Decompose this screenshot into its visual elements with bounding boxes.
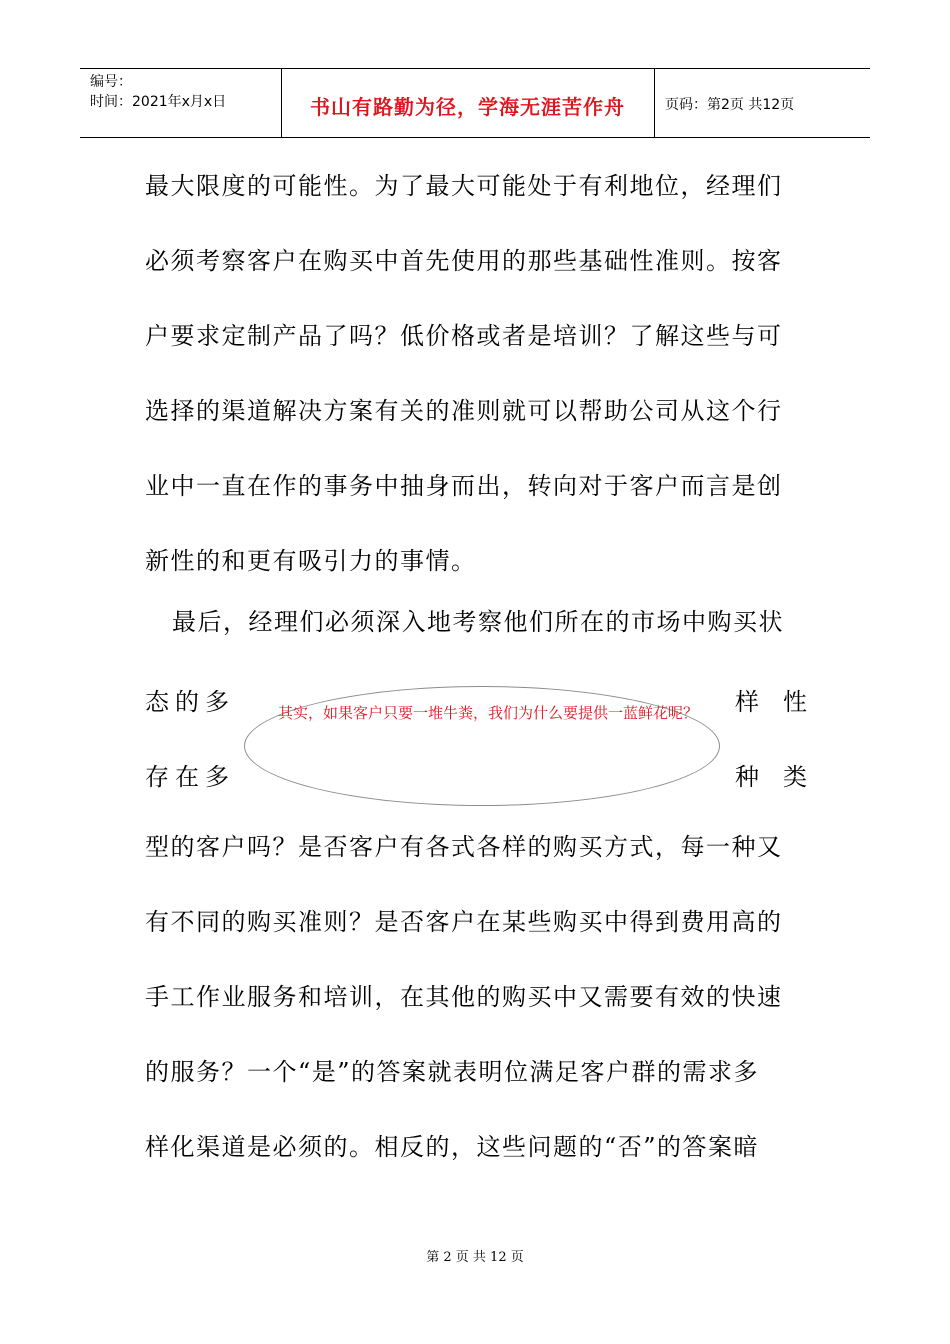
text-char: 类 (783, 763, 807, 791)
text-line: 必须考察客户在购买中首先使用的那些基础性准则。按客 (145, 247, 783, 275)
page-header (80, 68, 870, 138)
text-line: 业中一直在作的事务中抽身而出，转向对于客户而言是创 (145, 472, 783, 500)
text-fragment-left: 存在多 (145, 763, 235, 791)
text-line: 型的客户吗？是否客户有各式各样的购买方式，每一种又 (145, 833, 783, 861)
text-char: 性 (783, 688, 807, 716)
text-fragment-left: 态的多 (145, 688, 235, 716)
text-char: 样 (735, 688, 759, 716)
header-motto: 书山有路勤为径，学海无涯苦作舟 (310, 95, 625, 119)
page-footer: 第 2 页 共 12 页 (426, 1250, 524, 1265)
text-line: 的服务？一个“是”的答案就表明位满足客户群的需求多 (145, 1058, 760, 1086)
text-fragment-right (735, 757, 807, 792)
text-line: 最大限度的可能性。为了最大可能处于有利地位，经理们 (145, 172, 783, 200)
text-line: 有不同的购买准则？是否客户在某些购买中得到费用高的 (145, 908, 783, 936)
comment-text: 其实，如果客户只要一堆牛粪，我们为什么要提供一蓝鲜花呢？ (278, 704, 699, 722)
document-number-label: 编号： (90, 74, 132, 90)
text-line: 最后，经理们必须深入地考察他们所在的市场中购买状 (172, 608, 784, 636)
text-line: 户要求定制产品了吗？低价格或者是培训？了解这些与可 (145, 322, 783, 350)
text-line: 样化渠道是必须的。相反的，这些问题的“否”的答案暗 (145, 1133, 760, 1161)
text-line: 新性的和更有吸引力的事情。 (145, 547, 477, 575)
text-line: 选择的渠道解决方案有关的准则就可以帮助公司从这个行 (145, 397, 783, 425)
header-page-number: 页码：第2页 共12页 (665, 97, 795, 113)
text-line: 手工作业服务和培训，在其他的购买中又需要有效的快速 (145, 983, 783, 1011)
text-fragment-right (735, 682, 807, 717)
header-divider (654, 69, 655, 137)
text-char: 种 (735, 763, 759, 791)
header-meta (90, 72, 226, 112)
document-time-label: 时间：2021年x月x日 (90, 94, 227, 110)
